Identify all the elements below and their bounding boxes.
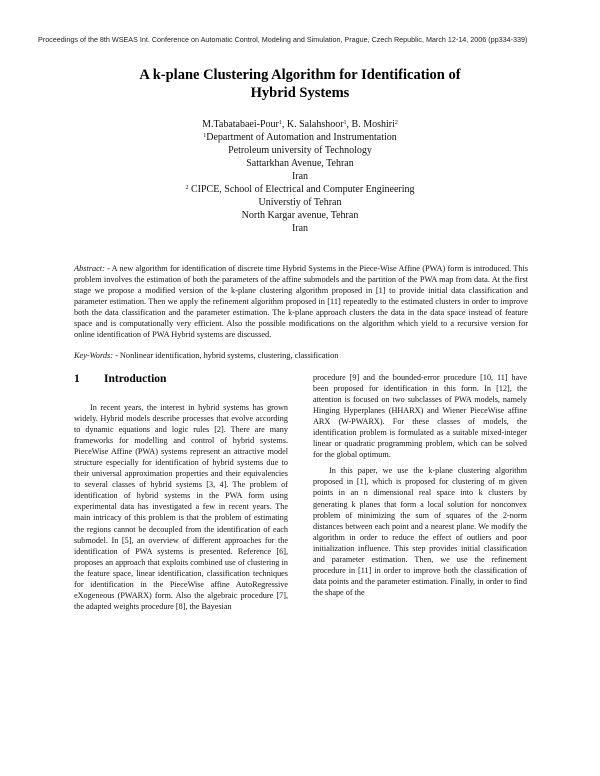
paragraph: procedure [9] and the bounded-error procedure [10, 11] have been proposed for identification in this form. In [12], the attention is focused on two subclasses of PWA models, namely Hinging Hyperplanes (HHARX) and Wiener PieceWise affine ARX (W-PWARX). For these classes of models, the identification problem is formulated as a suitable mixed-integer linear or quadratic programming problem, which can be solved for the global optimum.	[313, 373, 527, 460]
affiliation-1-line-4: Iran	[291, 171, 309, 182]
keywords	[74, 350, 528, 361]
abstract	[74, 263, 528, 340]
right-column	[313, 372, 527, 598]
affiliation-mark: 1	[203, 133, 207, 139]
running-header: Proceedings of the 8th WSEAS Int. Conference on Automatic Control, Modeling and Simulation, Prague, Czech Republic, March 12-14, 2006 (pp334-339)	[38, 35, 528, 44]
affiliation-2-line-1	[0, 183, 600, 196]
affiliation-2-line-3: North Kargar avenue, Tehran	[241, 210, 359, 221]
author-affiliation-mark: 2	[394, 120, 398, 126]
author-name: , B. Moshiri	[346, 119, 395, 130]
affiliation-1-line-2: Petroleum university of Technology	[228, 145, 372, 156]
title-line-1: A k-plane Clustering Algorithm for Identification of	[139, 67, 461, 83]
keywords-text: Nonlinear identification, hybrid systems, clustering, classification	[117, 351, 339, 360]
section-number: 1	[74, 373, 80, 385]
paragraph: In recent years, the interest in hybrid systems has grown widely. Hybrid models describe processes that evolve according to dynamic equations and logic rules [2]. There are many frameworks for modelling and control of hybrid systems. PieceWise Affine (PWA) systems represent an attractive model structure especially for identification of hybrid systems due to their universal approximation properties and their equivalencies to several classes of hybrid systems [3, 4]. The problem of identification of hybrid systems in the PWA form using experimental data has investigated a few in recent years. The main intricacy of this problem is that the problem of estimating the regions cannot be decoupled from the identification of each submodel. In [5], an overview of different approaches for the identification of PWA systems is presented. Reference [6], proposes an approach that exploits combined use of clustering in the feature space, linear identification, classification techniques for identification in the PieceWise affine AutoRegressive eXogeneous (PWARX) form. Also the algebraic procedure [7], the adapted weights procedure [8], the Bayesian	[74, 403, 288, 611]
affiliation-2-line-2: Universtiy of Tehran	[258, 197, 342, 208]
affiliation-text: Department of Automation and Instrumentation	[206, 132, 397, 143]
author-name: , K. Salahshoor	[281, 119, 344, 130]
author-affiliation-mark: 1	[343, 120, 347, 126]
affiliation-2-line-4: Iran	[291, 223, 309, 234]
abstract-text: A new algorithm for identification of discrete time Hybrid Systems in the Piece-Wise Affine (PWA) form is introduced. This problem involves the estimation of both the parameters of the affine submodels and the partition of the PWA map from data. At the first stage we propose a modified version of the k-plane clustering algorithm proposed in [1] to provide initial data classification and parameter estimation. Then we apply the refinement algorithm proposed in [11] repeatedly to the estimated clusters in order to improve both the data classification and the parameter estimation. The k-plane approach clusters the data in the data space instead of feature space and is computationally very efficient. Also the possible modifications on the algorithm which yield to a recursive version for online identification of PWA Hybrid systems are discussed.	[74, 264, 529, 339]
author-name: M.Tabatabaei-Pour	[202, 119, 279, 130]
author-line	[0, 118, 600, 131]
left-column	[74, 402, 288, 612]
section-heading	[74, 373, 166, 385]
keywords-label: Key-Words: -	[74, 351, 118, 360]
paragraph: In this paper, we use the k-plane clustering algorithm proposed in [1], which is proposed for clustering of m given points in an n dimensional real space into k clusters by generating k planes that form a local solution for nonconvex problem of minimizing the sum of squares of the 2-norm distances between each point and a nearest plane. We modify the algorithm in order to reduce the effect of outliers and poor initialization influence. This step provides initial classification and parameter estimation. Then, we use the refinement procedure in [11] in order to improve both the classification of data points and the parameter estimation. Finally, in order to find the shape of the	[313, 466, 527, 597]
abstract-label: Abstract: -	[74, 264, 110, 273]
author-affiliation-mark: 1	[278, 120, 282, 126]
affiliation-mark: 2	[185, 185, 189, 191]
section-title: Introduction	[104, 373, 167, 385]
paper-title	[0, 66, 600, 102]
affiliation-1-line-1	[0, 131, 600, 144]
affiliation-1-line-3: Sattarkhan Avenue, Tehran	[246, 158, 354, 169]
title-line-2: Hybrid Systems	[250, 85, 350, 101]
affiliation-text: CIPCE, School of Electrical and Computer Engineering	[188, 184, 415, 195]
author-block	[0, 118, 600, 235]
